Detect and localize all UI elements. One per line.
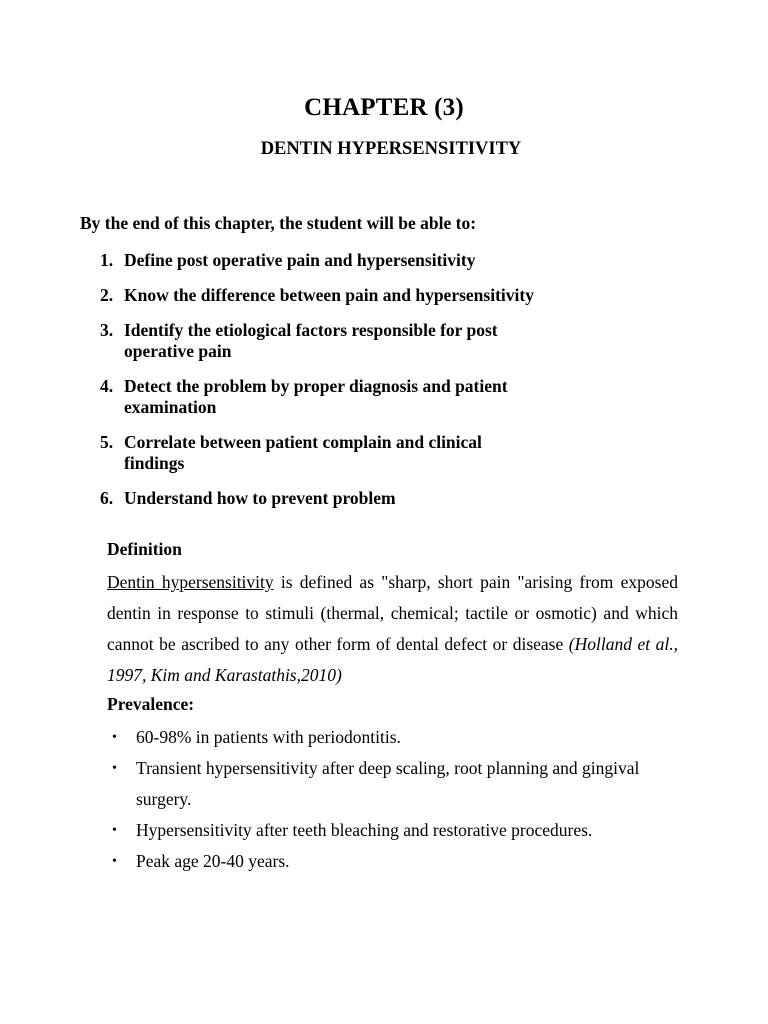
objective-number: 4. [100, 376, 114, 396]
definition-body: is defined as "sharp, short pain "arising from exposed dentin in response to stimuli (thermal, chemical; tactile or osmotic) and which cannot be ascribed to any other form of dental defect or disease [107, 572, 678, 654]
prevalence-item [112, 753, 672, 815]
objective-item [100, 285, 540, 306]
prevalence-text: Peak age 20-40 years. [136, 851, 290, 871]
prevalence-list [112, 722, 672, 877]
bullet-icon: • [112, 761, 117, 776]
definition-heading: Definition [107, 539, 182, 559]
chapter-title: CHAPTER (3) [304, 94, 464, 121]
objective-item [100, 250, 540, 271]
objective-text: Define post operative pain and hypersensitivity [124, 250, 476, 270]
bullet-icon: • [112, 854, 117, 869]
objective-text: Understand how to prevent problem [124, 488, 396, 508]
prevalence-text: Hypersensitivity after teeth bleaching and restorative procedures. [136, 820, 593, 840]
objective-text: Know the difference between pain and hypersensitivity [124, 285, 534, 305]
objective-number: 3. [100, 320, 114, 340]
objective-number: 1. [100, 250, 114, 270]
chapter-subtitle: DENTIN HYPERSENSITIVITY [260, 139, 522, 159]
bullet-icon: • [112, 730, 117, 745]
objective-item [100, 376, 540, 418]
objective-text: Correlate between patient complain and clinical findings [124, 432, 482, 473]
objective-text: Identify the etiological factors responsible for post operative pain [124, 320, 498, 361]
prevalence-item [112, 815, 672, 846]
objective-item [100, 320, 540, 362]
prevalence-item [112, 846, 672, 877]
objective-item [100, 432, 540, 474]
objective-item [100, 488, 540, 509]
objective-number: 6. [100, 488, 114, 508]
definition-citation: (Holland et al., 1997, Kim and Karastathis,2010) [107, 634, 678, 685]
objectives-list [100, 250, 540, 523]
prevalence-item [112, 722, 672, 753]
objective-number: 2. [100, 285, 114, 305]
objectives-intro: By the end of this chapter, the student will be able to: [80, 213, 477, 233]
objective-text: Detect the problem by proper diagnosis and patient examination [124, 376, 508, 417]
definition-term: Dentin hypersensitivity [107, 572, 274, 592]
bullet-icon: • [112, 823, 117, 838]
prevalence-heading: Prevalence: [107, 694, 195, 714]
prevalence-text: Transient hypersensitivity after deep scaling, root planning and gingival surgery. [136, 758, 640, 809]
objective-number: 5. [100, 432, 114, 452]
prevalence-text: 60-98% in patients with periodontitis. [136, 727, 401, 747]
definition-paragraph [107, 567, 678, 691]
